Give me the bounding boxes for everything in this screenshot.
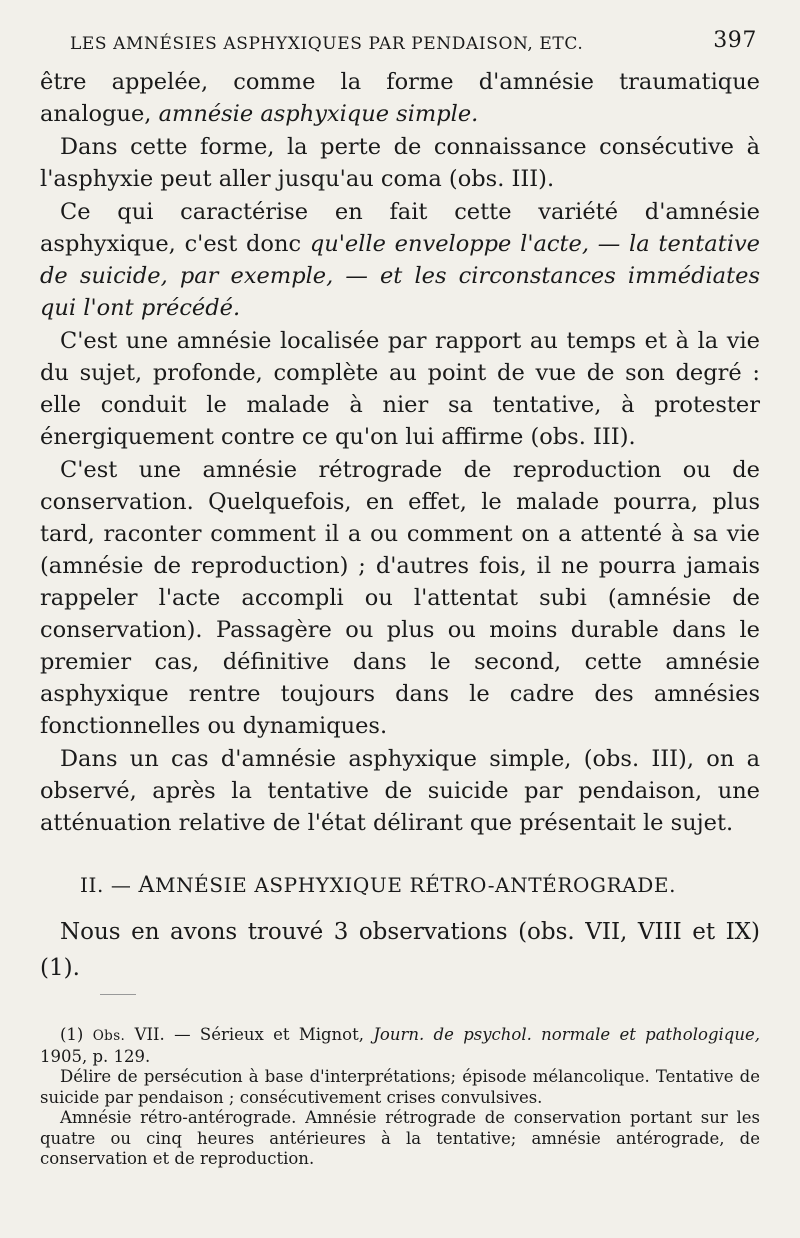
section-initial: A bbox=[138, 873, 155, 898]
footnote-divider bbox=[100, 994, 136, 995]
page-number: 397 bbox=[713, 28, 757, 53]
running-title: LES AMNÉSIES ASPHYXIQUES PAR PENDAISON, ETC. bbox=[70, 34, 584, 54]
footnotes bbox=[40, 1025, 760, 1170]
paragraph-1-italic: amnésie asphyxique simple. bbox=[158, 101, 479, 127]
paragraph-3 bbox=[40, 196, 760, 324]
footnote-year: 1905, p. 129. bbox=[40, 1046, 151, 1066]
section-number: II. — bbox=[80, 873, 139, 897]
footnote-authors: VII. — Sérieux et Mignot, bbox=[125, 1025, 374, 1044]
footnote-marker: (1) bbox=[60, 1025, 93, 1044]
paragraph-5: C'est une amnésie rétrograde de reproduction ou de conservation. Quelquefois, en effet, le malade pourra, plus tard, raconter comment il a ou comment on a attenté à sa vie (amnésie de reproduction) ; d'autres fois, il ne pourra jamais rappeler l'acte accompli ou l'attentat subi (amnésie de conservation). Passagère ou plus ou moins durable dans le premier cas, définitive dans le second, cette amnésie asphyxique rentre toujours dans le cadre des amnésies fonctionnelles ou dynamiques. bbox=[40, 457, 760, 739]
footnote-2: Délire de persécution à base d'interprétations; épisode mélancolique. Tentative de suicide par pendaison ; consécutivement crises convulsives. bbox=[40, 1067, 760, 1107]
paragraph-7: Nous en avons trouvé 3 observations (obs. VII, VIII et IX) (1). bbox=[40, 919, 760, 981]
section-heading bbox=[40, 869, 760, 902]
paragraph-3-text: Ce qui caractérise en fait cette variété d'amnésie asphyxique, c'est donc bbox=[40, 199, 760, 257]
section-heading-text: MNÉSIE ASPHYXIQUE RÉTRO-ANTÉROGRADE. bbox=[154, 873, 677, 897]
paragraph-4: C'est une amnésie localisée par rapport au temps et à la vie du sujet, profonde, complète au point de vue de son degré : elle conduit le malade à nier sa tentative, à protester énergiquement contre ce qu'on lui affirme (obs. III). bbox=[40, 328, 760, 450]
main-text bbox=[40, 66, 760, 986]
footnote-journal: Journ. de psychol. normale et pathologique, bbox=[373, 1025, 760, 1044]
footnote-1 bbox=[40, 1025, 760, 1067]
paragraph-3-italic: qu'elle enveloppe l'acte, — la tentative de suicide, par exemple, — et les circonstances immédiates qui l'ont précédé. bbox=[40, 231, 760, 321]
footnote-3: Amnésie rétro-antérograde. Amnésie rétrograde de conservation portant sur les quatre ou cinq heures antérieures à la tentative; amnésie antérograde, de conservation et de reproduction. bbox=[40, 1108, 760, 1168]
paragraph-1 bbox=[40, 66, 760, 130]
paragraph-1-text: être appelée, comme la forme d'amnésie traumatique analogue, bbox=[40, 69, 760, 127]
footnote-obs-label: Obs. bbox=[92, 1028, 126, 1044]
page-header bbox=[40, 26, 760, 66]
paragraph-6: Dans un cas d'amnésie asphyxique simple, (obs. III), on a observé, après la tentative de suicide par pendaison, une atténuation relative de l'état délirant que présentait le sujet. bbox=[40, 746, 760, 836]
paragraph-2: Dans cette forme, la perte de connaissance consécutive à l'asphyxie peut aller jusqu'au coma (obs. III). bbox=[40, 134, 760, 192]
